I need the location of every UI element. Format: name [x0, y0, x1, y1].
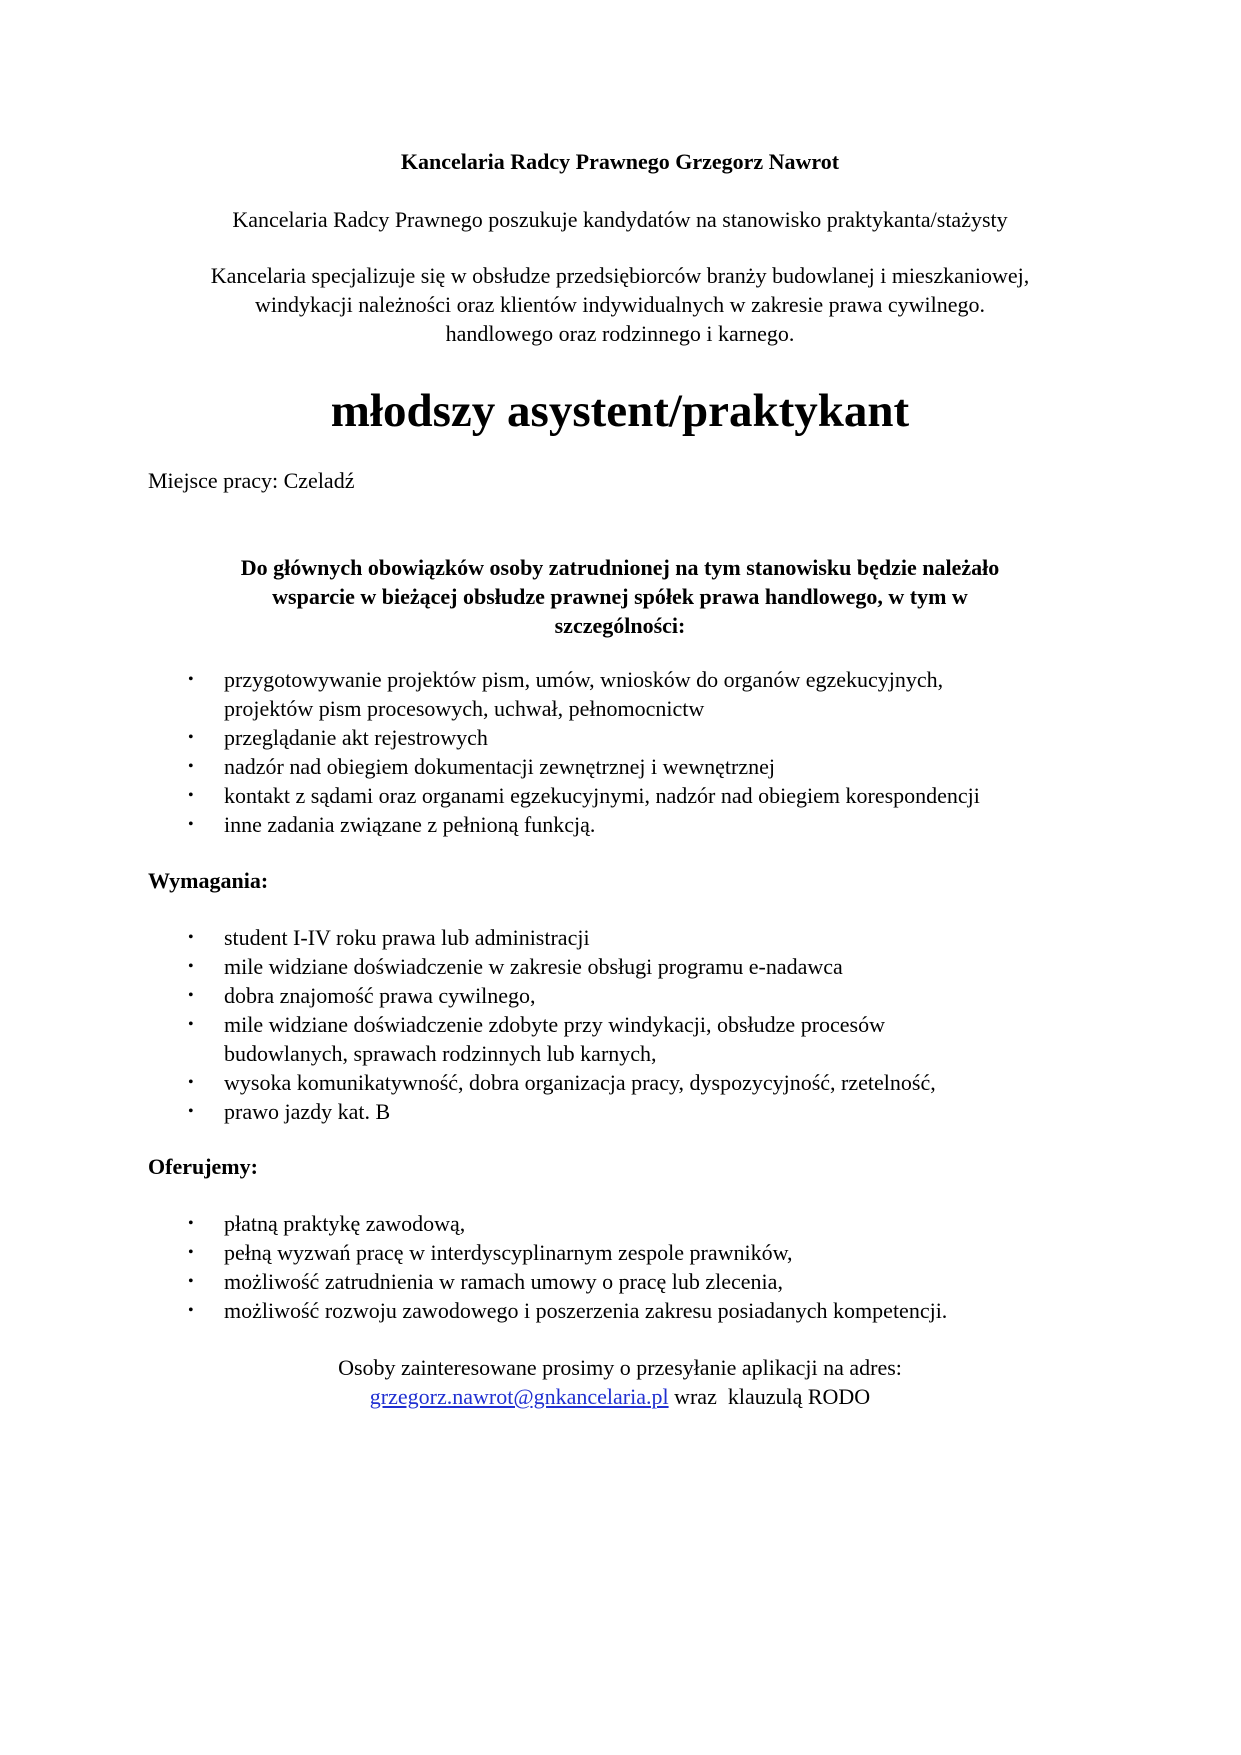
bullet-icon: •	[188, 787, 194, 804]
list-item-text: projektów pism procesowych, uchwał, pełnomocnictw	[224, 696, 705, 721]
list-item	[0, 1267, 947, 1296]
bullet-icon: •	[188, 816, 194, 833]
duties-heading-line: wsparcie w bieżącej obsłudze prawnej spółek prawa handlowego, w tym w	[272, 584, 968, 609]
list-item-text: nadzór nad obiegiem dokumentacji zewnętrznej i wewnętrznej	[224, 754, 775, 779]
list-item-text: dobra znajomość prawa cywilnego,	[224, 983, 536, 1008]
duties-heading	[130, 553, 1110, 640]
bullet-icon: •	[188, 1103, 194, 1120]
contact-email-line	[130, 1382, 1110, 1411]
list-item-text: możliwość rozwoju zawodowego i poszerzenia zakresu posiadanych kompetencji.	[224, 1298, 948, 1323]
list-item	[0, 952, 936, 981]
list-item	[0, 1010, 936, 1068]
list-item-text: kontakt z sądami oraz organami egzekucyjnymi, nadzór nad obiegiem korespondencji	[224, 783, 980, 808]
bullet-icon: •	[188, 987, 194, 1004]
email-link[interactable]: grzegorz.nawrot@gnkancelaria.pl	[369, 1384, 669, 1409]
contact-line: Osoby zainteresowane prosimy o przesyłanie aplikacji na adres:	[338, 1355, 902, 1380]
bullet-icon: •	[188, 929, 194, 946]
list-item	[0, 923, 936, 952]
duties-list	[0, 665, 980, 839]
specialization-line: Kancelaria specjalizuje się w obsłudze przedsiębiorców branży budowlanej i mieszkaniowej,	[210, 263, 1030, 288]
bullet-icon: •	[188, 1215, 194, 1232]
requirements-heading: Wymagania:	[148, 868, 269, 893]
list-item-text: pełną wyzwań pracę w interdyscyplinarnym zespole prawników,	[224, 1240, 793, 1265]
offer-heading: Oferujemy:	[148, 1154, 258, 1179]
list-item	[0, 723, 980, 752]
offer-list	[0, 1209, 947, 1325]
list-item-text: możliwość zatrudnienia w ramach umowy o pracę lub zlecenia,	[224, 1269, 783, 1294]
list-item	[0, 1238, 947, 1267]
list-item-text: student I-IV roku prawa lub administracji	[224, 925, 590, 950]
list-item	[0, 981, 936, 1010]
list-item-text: mile widziane doświadczenie zdobyte przy windykacji, obsłudze procesów	[224, 1012, 885, 1037]
list-item-text: mile widziane doświadczenie w zakresie obsługi programu e-nadawca	[224, 954, 843, 979]
list-item	[0, 810, 980, 839]
list-item	[0, 1296, 947, 1325]
list-item-text: przygotowywanie projektów pism, umów, wniosków do organów egzekucyjnych,	[224, 667, 944, 692]
list-item-text: budowlanych, sprawach rodzinnych lub karnych,	[224, 1041, 657, 1066]
list-item-text: prawo jazdy kat. B	[224, 1099, 391, 1124]
list-item-text: płatną praktykę zawodową,	[224, 1211, 466, 1236]
bullet-icon: •	[188, 1302, 194, 1319]
work-location: Miejsce pracy: Czeladź	[148, 468, 355, 493]
firm-title: Kancelaria Radcy Prawnego Grzegorz Nawrot	[400, 149, 840, 174]
bullet-icon: •	[188, 1273, 194, 1290]
list-item	[0, 752, 980, 781]
contact-paragraph	[130, 1353, 1110, 1411]
list-item	[0, 1068, 936, 1097]
job-title: młodszy asystent/praktykant	[330, 385, 910, 437]
list-item-text: wysoka komunikatywność, dobra organizacja pracy, dyspozycyjność, rzetelność,	[224, 1070, 936, 1095]
list-item	[0, 781, 980, 810]
list-item	[0, 1209, 947, 1238]
list-item-text: przeglądanie akt rejestrowych	[224, 725, 488, 750]
list-item	[0, 665, 980, 723]
bullet-icon: •	[188, 1244, 194, 1261]
specialization-paragraph	[130, 261, 1110, 348]
bullet-icon: •	[188, 671, 194, 688]
duties-heading-line: Do głównych obowiązków osoby zatrudnionej na tym stanowisku będzie należało	[240, 555, 1000, 580]
list-item-text: inne zadania związane z pełnioną funkcją.	[224, 812, 596, 837]
list-item	[0, 1097, 936, 1126]
specialization-line: handlowego oraz rodzinnego i karnego.	[445, 321, 795, 346]
bullet-icon: •	[188, 758, 194, 775]
bullet-icon: •	[188, 1074, 194, 1091]
duties-heading-line: szczególności:	[554, 613, 686, 638]
contact-suffix: wraz klauzulą RODO	[668, 1384, 871, 1409]
subtitle: Kancelaria Radcy Prawnego poszukuje kandydatów na stanowisko praktykanta/stażysty	[232, 207, 1008, 232]
specialization-line: windykacji należności oraz klientów indywidualnych w zakresie prawa cywilnego.	[254, 292, 986, 317]
bullet-icon: •	[188, 958, 194, 975]
bullet-icon: •	[188, 729, 194, 746]
bullet-icon: •	[188, 1016, 194, 1033]
requirements-list	[0, 923, 936, 1126]
